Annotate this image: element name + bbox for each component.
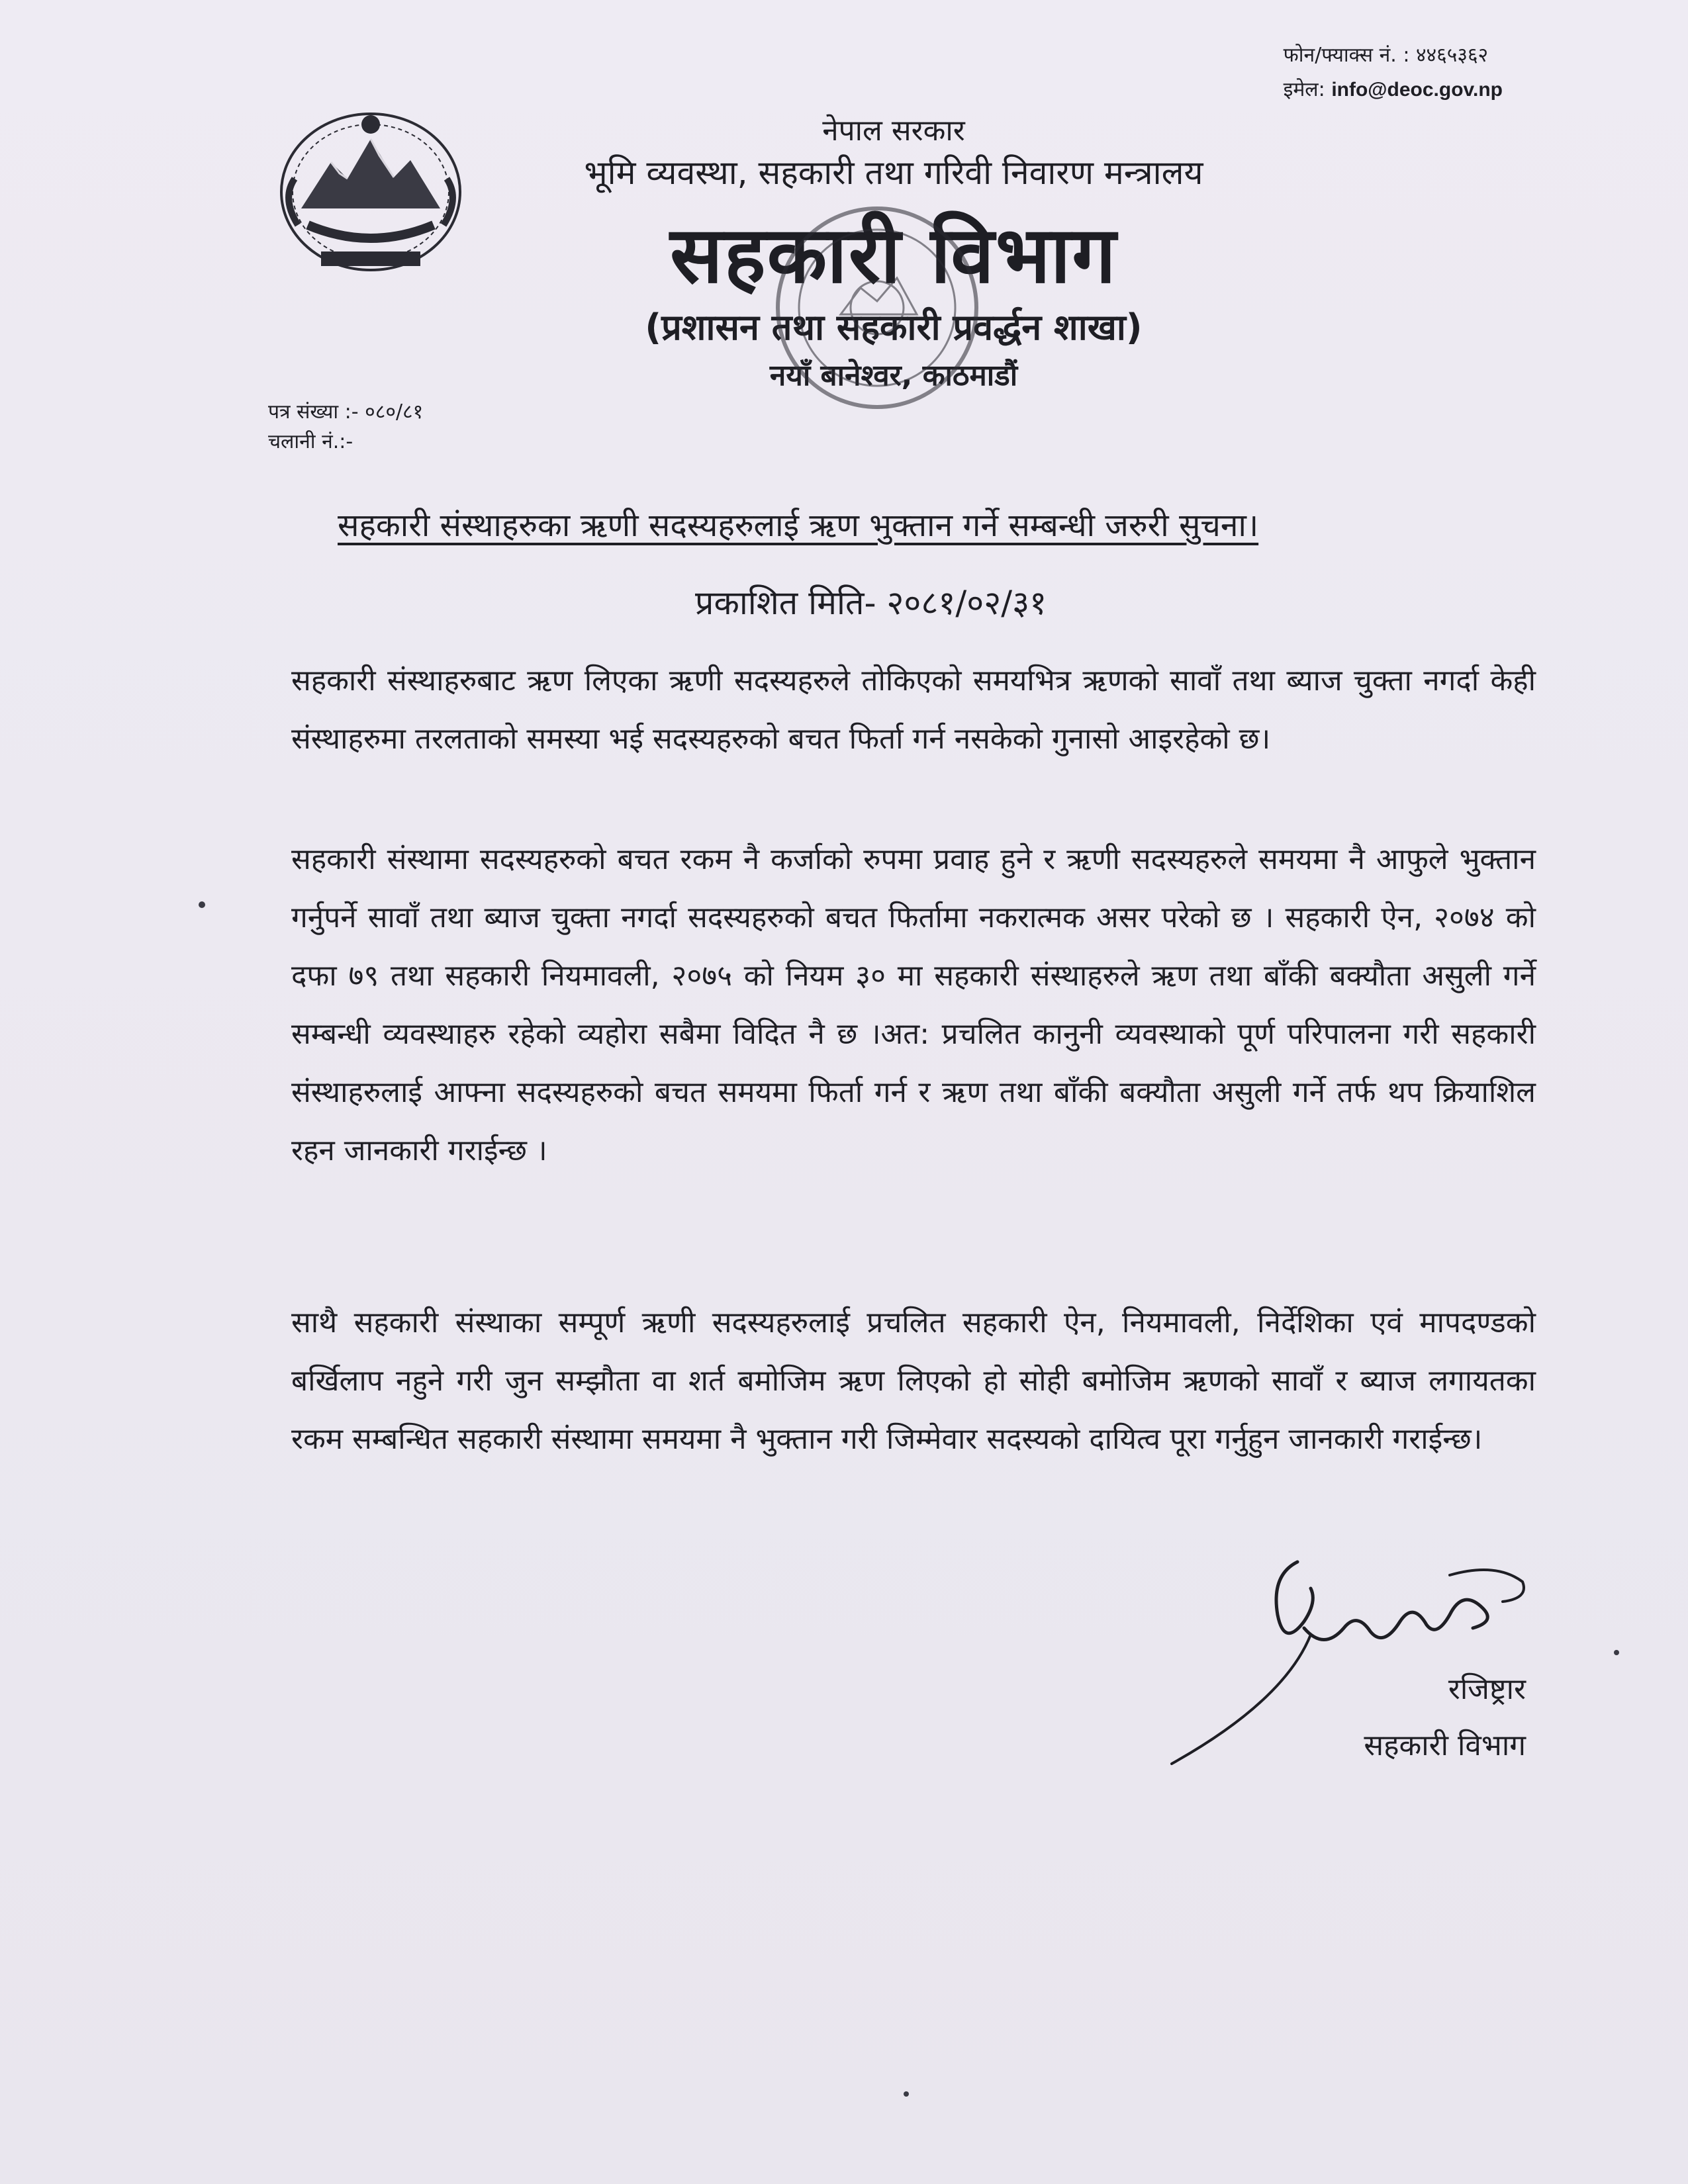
signatory-title: रजिष्ट्रार <box>1448 1672 1526 1706</box>
scan-speck <box>199 901 205 908</box>
notice-paragraph: साथै सहकारी संस्थाका सम्पूर्ण ऋणी सदस्यहरुलाई प्रचलित सहकारी ऐन, नियमावली, निर्देशिका एवं मापदण्डको बर्खिलाप नहुने गरी जुन सम्झौता वा शर्त बमोजिम ऋण लिएको हो सोही बमोजिम ऋणको सावाँ र ब्याज लगायतका रकम सम्बन्धित सहकारी संस्थामा समयमा नै भुक्तान गरी जिम्मेवार सदस्यको दायित्व पूरा गर्नुहुन जानकारी गराईन्छ। <box>291 1306 1536 1456</box>
department-round-stamp-icon <box>768 199 986 417</box>
notice-paragraph: सहकारी संस्थाहरुबाट ऋण लिएका ऋणी सदस्यहरुले तोकिएको समयभित्र ऋणको सावाँ तथा ब्याज चुक्ता नगर्दा केही संस्थाहरुमा तरलताको समस्या भई सदस्यहरुको बचत फिर्ता गर्न नसकेको गुनासो आइरहेको छ। <box>291 664 1536 756</box>
branch-name: (प्रशासन तथा सहकारी प्रवर्द्धन शाखा) <box>645 306 1143 348</box>
scan-speck <box>1614 1650 1619 1655</box>
office-address: नयाँ बानेश्वर, काठमाडौं <box>769 359 1018 392</box>
notice-subject: सहकारी संस्थाहरुका ऋणी सदस्यहरुलाई ऋण भुक्तान गर्ने सम्बन्धी जरुरी सुचना। <box>338 507 1259 544</box>
notice-paragraph: सहकारी संस्थामा सदस्यहरुको बचत रकम नै कर्जाको रुपमा प्रवाह हुने र ऋणी सदस्यहरुले समयमा नै आफुले भुक्तान गर्नुपर्ने सावाँ तथा ब्याज चुक्ता नगर्दा सदस्यहरुको बचत फिर्तामा नकरात्मक असर परेको छ । सहकारी ऐन, २०७४ को दफा ७९ तथा सहकारी नियमावली, २०७५ को नियम ३० मा सहकारी संस्थाहरुले ऋण तथा बाँकी बक्यौता असुली गर्ने सम्बन्धी व्यवस्थाहरु रहेको व्यहोरा सबैमा विदित नै छ ।अत: प्रचलित कानुनी व्यवस्थाको पूर्ण परिपालना गरी सहकारी संस्थाहरुलाई आफ्ना सदस्यहरुको बचत समयमा फिर्ता गर्न र ऋण तथा बाँकी बक्यौता असुली गर्ने तर्फ थप क्रियाशिल रहन जानकारी गराईन्छ । <box>291 842 1536 1167</box>
email-line <box>1284 73 1503 107</box>
nepal-government-emblem-icon <box>261 99 480 285</box>
email-label: इमेल: <box>1283 78 1325 101</box>
letter-number: पत्र संख्या :- ०८०/८१ <box>268 400 424 424</box>
published-date: प्रकाशित मिति- २०८१/०२/३१ <box>695 584 1047 622</box>
contact-block <box>1284 38 1503 107</box>
dispatch-number: चलानी नं.:- <box>268 430 353 453</box>
signatory-office: सहकारी विभाग <box>1364 1729 1526 1762</box>
scan-speck <box>904 2091 909 2097</box>
government-name: नेपाल सरकार <box>822 114 965 148</box>
department-title: सहकारी विभाग <box>670 209 1117 300</box>
email-address: info@deoc.gov.np <box>1331 79 1503 101</box>
phone-fax-number: फोन/फ्याक्स नं. : ४४६५३६२ <box>1283 44 1489 67</box>
ministry-name: भूमि व्यवस्था, सहकारी तथा गरिवी निवारण मन्त्रालय <box>584 154 1203 192</box>
